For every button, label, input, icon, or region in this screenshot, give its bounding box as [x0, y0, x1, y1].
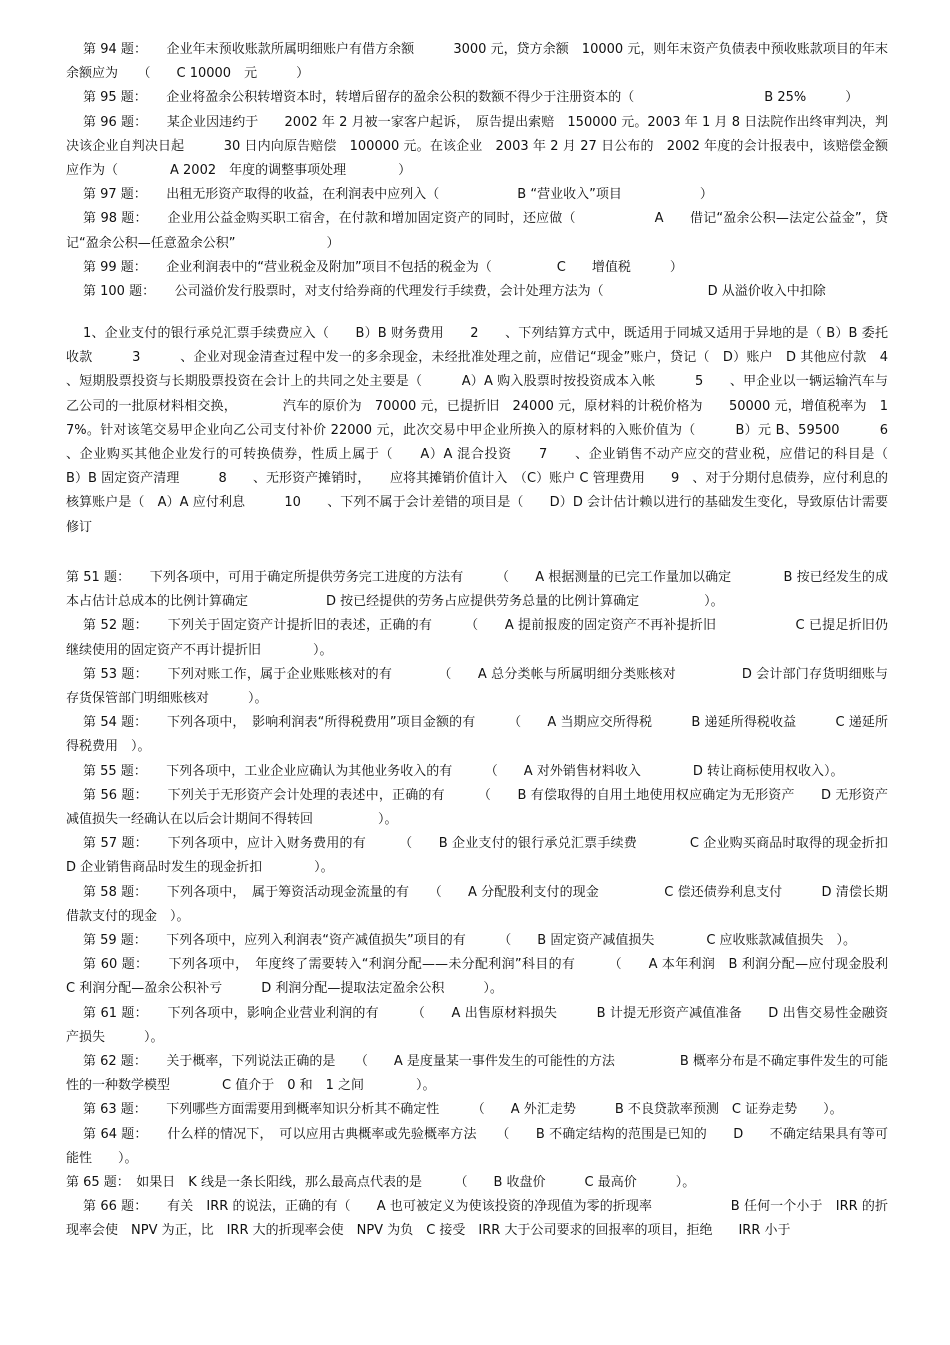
question-63: 第 63 题： 下列哪些方面需要用到概率知识分析其不确定性 （ A 外汇走势 B 不良贷款率预测 C 证券走势 ）。	[83, 1102, 843, 1118]
question-66: 第 66 题： 有关 IRR 的说法，正确的有（ A 也可被定义为使该投资的净现值为零的折现率 B 任何一个小于 IRR 的折现率会使 NPV 为正，比 IRR 大的折现率会使 NPV 为负 C 接受 IRR 大于公司要求的回报率的项目，拒绝 IRR 小于	[66, 1199, 888, 1239]
question-57: 第 57 题： 下列各项中，应计入财务费用的有 （ B 企业支付的银行承兑汇票手续费 C 企业购买商品时取得的现金折扣 D 企业销售商品时发生的现金折扣 ）。	[66, 836, 928, 876]
question-55: 第 55 题： 下列各项中，工业企业应确认为其他业务收入的有 （ A 对外销售材料收入 D 转让商标使用权收入）。	[83, 763, 844, 779]
question-54: 第 54 题： 下列各项中， 影响利润表“所得税费用”项目金额的有 （ A 当期应交所得税 B 递延所得税收益 C 递延所得税费用 ）。	[66, 715, 888, 755]
question-94: 第 94 题： 企业年末预收账款所属明细账户有借方余额 3000 元，贷方余额 10000 元，则年末资产负债表中预收账款项目的年末余额应为 （ C 10000 元 ）	[66, 42, 888, 82]
paragraph-1-10: 1、企业支付的银行承兑汇票手续费应入（ B）B 财务费用 2 、下列结算方式中，既适用于同城又适用于异地的是（ B）B 委托收款 3 、企业对现金清查过程中发一的多余现金，未经批准处理之前，应借记“现金”账户，贷记（ D）账户 D 其他应付款 4 、短期股票投资与长期股票投资在会计上的共同之处主要是（ A）A 购入股票时按投资成本入帐 5 、甲企业以一辆运输汽车与乙公司的一批原材料相交换， 汽车的原价为 70000 元，已提折旧 24000 元，原材料的计税价格为 50000 元，增值税率为 17%。针对该笔交易甲企业向乙公司支付补价 22000 元，此次交易中甲企业所换入的原材料的入账价值为（ B）元 B、59500 6 、企业购买其他企业发行的可转换债券，性质上属于（ A）A 混合投资 7 、企业销售不动产应交的营业税，应借记的科目是（ B）B 固定资产清理 8 、无形资产摊销时， 应将其摊销价值计入 （C）账户 C 管理费用 9 、对于分期付息债券，应付利息的核算账户是（ A）A 应付利息 10 、下列不属于会计差错的项目是（ D）D 会计估计赖以进行的基础发生变化，导致原估计需要修订	[66, 326, 928, 535]
question-block-94-100	[66, 38, 888, 304]
question-51: 第 51 题： 下列各项中，可用于确定所提供劳务完工进度的方法有 （ A 根据测量的已完工作量加以确定 B 按已经发生的成本占估计总成本的比例计算确定 D 按已经提供的劳务占应提供劳务总量的比例计算确定 ）。	[66, 570, 888, 610]
question-96: 第 96 题： 某企业因违约于 2002 年 2 月被一家客户起诉， 原告提出索赔 150000 元。2003 年 1 月 8 日法院作出终审判决，判决该企业自判决日起 30 日内向原告赔偿 100000 元。在该企业 2003 年 2 月 27 日公布的 2002 年度的会计报表中，该赔偿金额应作为（ A 2002 年度的调整事项处理 ）	[66, 114, 888, 179]
numbered-questions-paragraph	[66, 322, 928, 540]
question-95: 第 95 题： 企业将盈余公积转增资本时，转增后留存的盈余公积的数额不得少于注册资本的（ B 25% ）	[83, 90, 859, 106]
question-56: 第 56 题： 下列关于无形资产会计处理的表述中，正确的有 （ B 有偿取得的自用土地使用权应确定为无形资产 D 无形资产减值损失一经确认在以后会计期间不得转回 ）。	[66, 787, 888, 828]
question-53: 第 53 题： 下列对账工作，属于企业账账核对的有 （ A 总分类帐与所属明细分类账核对 D 会计部门存货明细账与存货保管部门明细账核对 ）。	[66, 666, 888, 707]
question-97: 第 97 题： 出租无形资产取得的收益，在利润表中应列入（ B “营业收入”项目 ）	[83, 187, 713, 203]
question-block-51-66	[66, 566, 928, 1244]
question-61: 第 61 题： 下列各项中，影响企业营业利润的有 （ A 出售原材料损失 B 计提无形资产减值准备 D 出售交易性金融资产损失 ）。	[66, 1005, 888, 1045]
question-100: 第 100 题： 公司溢价发行股票时，对支付给券商的代理发行手续费，会计处理方法为（ D 从溢价收入中扣除	[83, 284, 826, 300]
question-60: 第 60 题： 下列各项中， 年度终了需要转入“利润分配——未分配利润”科目的有 （ A 本年利润 B 利润分配—应付现金股利 C 利润分配—盈余公积补亏 D 利润分配—提取法定盈余公积 ）。	[66, 957, 928, 997]
question-98: 第 98 题： 企业用公益金购买职工宿舍，在付款和增加固定资产的同时，还应做（ A 借记“盈余公积—法定公益金”，贷记“盈余公积—任意盈余公积” ）	[66, 211, 888, 251]
question-59: 第 59 题： 下列各项中，应列入利润表“资产减值损失”项目的有 （ B 固定资产减值损失 C 应收账款减值损失 ）。	[83, 933, 857, 949]
question-99: 第 99 题： 企业利润表中的“营业税金及附加”项目不包括的税金为（ C 增值税 ）	[83, 259, 683, 275]
question-64: 第 64 题： 什么样的情况下， 可以应用古典概率或先验概率方法 （ B 不确定结构的范围是已知的 D 不确定结果具有等可能性 ）。	[66, 1126, 888, 1166]
question-62: 第 62 题： 关于概率，下列说法正确的是 （ A 是度量某一事件发生的可能性的方法 B 概率分布是不确定事件发生的可能性的一种数学模型 C 值介于 0 和 1 之间 ）。	[66, 1054, 888, 1094]
question-52: 第 52 题： 下列关于固定资产计提折旧的表述，正确的有 （ A 提前报废的固定资产不再补提折旧 C 已提足折旧仍继续使用的固定资产不再计提折旧 ）。	[66, 618, 888, 658]
question-65: 第 65 题： 如果日 K 线是一条长阳线，那么最高点代表的是 （ B 收盘价 C 最高价 ）。	[66, 1175, 696, 1191]
question-58: 第 58 题： 下列各项中， 属于筹资活动现金流量的有 （ A 分配股利支付的现金 C 偿还债券利息支付 D 清偿长期借款支付的现金 ）。	[66, 884, 888, 924]
